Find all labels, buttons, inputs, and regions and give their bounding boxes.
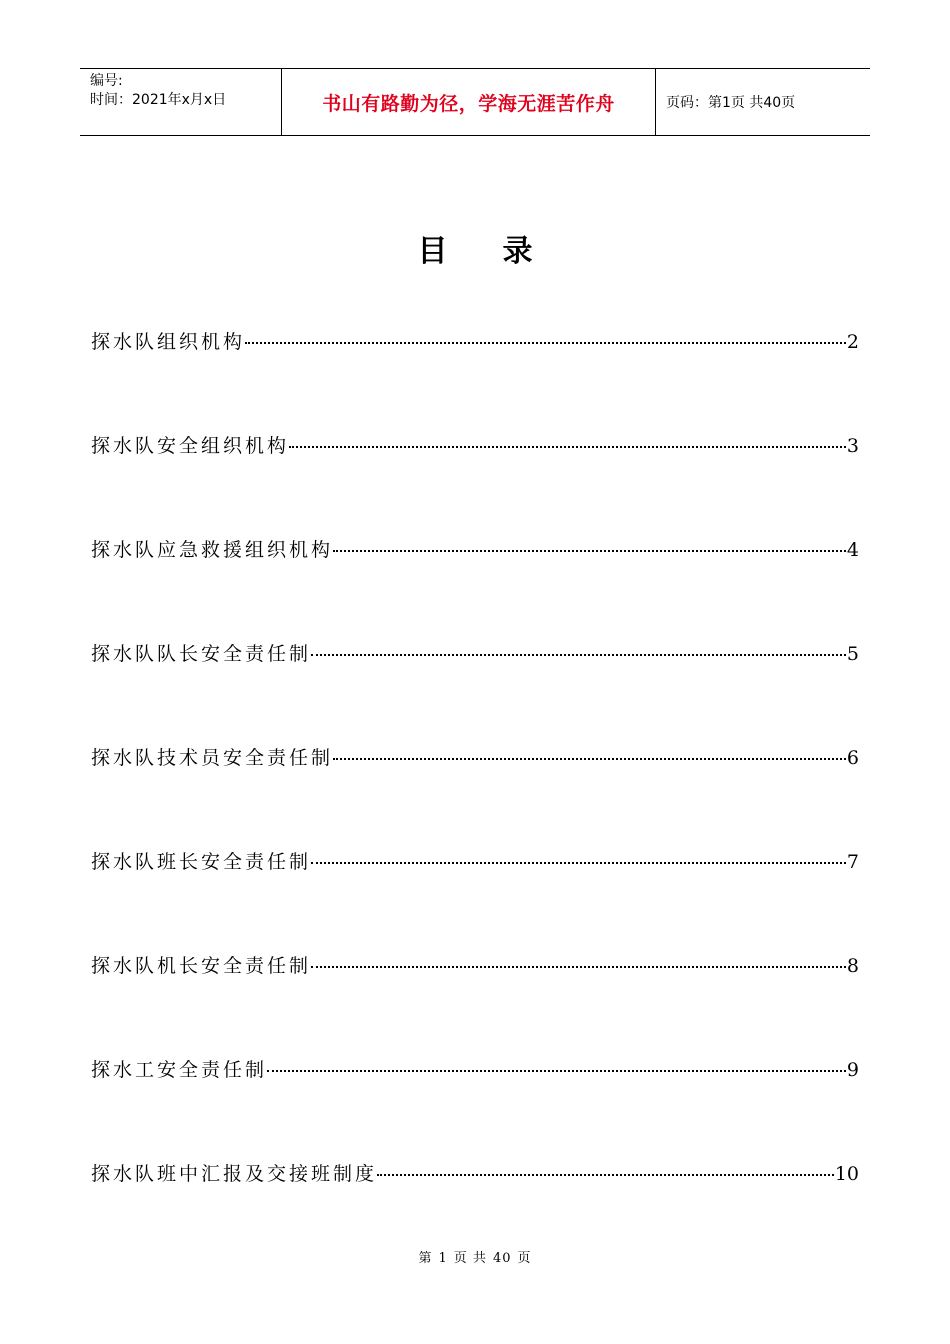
toc-entry-page-number: 2 <box>846 331 859 353</box>
header-motto: 书山有路勤为径，学海无涯苦作舟 <box>282 69 656 135</box>
toc-dot-leader <box>267 1070 846 1072</box>
footer-total-pages: 40 <box>492 1251 512 1266</box>
toc-entry-page-number: 8 <box>846 955 859 977</box>
header-meta <box>80 69 282 135</box>
toc-entry-label: 探水队班长安全责任制 <box>91 851 312 873</box>
toc-dot-leader <box>245 342 846 344</box>
toc-entry[interactable] <box>91 640 859 744</box>
toc-entry-page-number: 3 <box>846 435 859 457</box>
toc-dot-leader <box>333 758 846 760</box>
toc-entry-page-number: 7 <box>846 851 859 873</box>
header-time-label: 时间：2021年x月x日 <box>90 92 227 108</box>
footer-prefix: 第 <box>418 1251 433 1266</box>
toc-dot-leader <box>333 550 846 552</box>
toc-entry-label: 探水队队长安全责任制 <box>91 643 312 665</box>
toc-entry-page-number: 9 <box>846 1059 859 1081</box>
toc-dot-leader <box>311 654 846 656</box>
toc-entry-page-number: 6 <box>846 747 859 769</box>
table-of-contents <box>91 328 859 1264</box>
toc-entry[interactable] <box>91 744 859 848</box>
toc-entry-label: 探水队技术员安全责任制 <box>91 747 334 769</box>
footer-suffix: 页 <box>517 1251 532 1266</box>
header-number-label: 编号: <box>90 73 123 89</box>
toc-entry[interactable] <box>91 952 859 1056</box>
toc-entry-label: 探水队机长安全责任制 <box>91 955 312 977</box>
header-page-info: 页码：第1页 共40页 <box>666 95 796 111</box>
toc-entry-label: 探水队组织机构 <box>91 331 246 353</box>
toc-entry-page-number: 4 <box>846 539 859 561</box>
toc-dot-leader <box>289 446 846 448</box>
toc-entry-label: 探水队应急救援组织机构 <box>91 539 334 561</box>
toc-entry-page-number: 10 <box>834 1163 859 1185</box>
toc-entry[interactable] <box>91 536 859 640</box>
footer-middle: 页 共 <box>453 1251 487 1266</box>
page-footer <box>0 1247 950 1266</box>
toc-dot-leader <box>377 1174 834 1176</box>
toc-entry[interactable] <box>91 328 859 432</box>
toc-entry-label: 探水队班中汇报及交接班制度 <box>91 1163 378 1185</box>
page-header <box>80 68 870 136</box>
page-title: 目录 <box>417 234 588 269</box>
toc-dot-leader <box>311 862 846 864</box>
toc-entry[interactable] <box>91 1056 859 1160</box>
toc-entry-label: 探水队安全组织机构 <box>91 435 290 457</box>
toc-entry-label: 探水工安全责任制 <box>91 1059 268 1081</box>
toc-entry[interactable] <box>91 432 859 536</box>
toc-entry[interactable] <box>91 848 859 952</box>
footer-current-page: 1 <box>438 1251 448 1266</box>
toc-dot-leader <box>311 966 846 968</box>
toc-entry-page-number: 5 <box>846 643 859 665</box>
